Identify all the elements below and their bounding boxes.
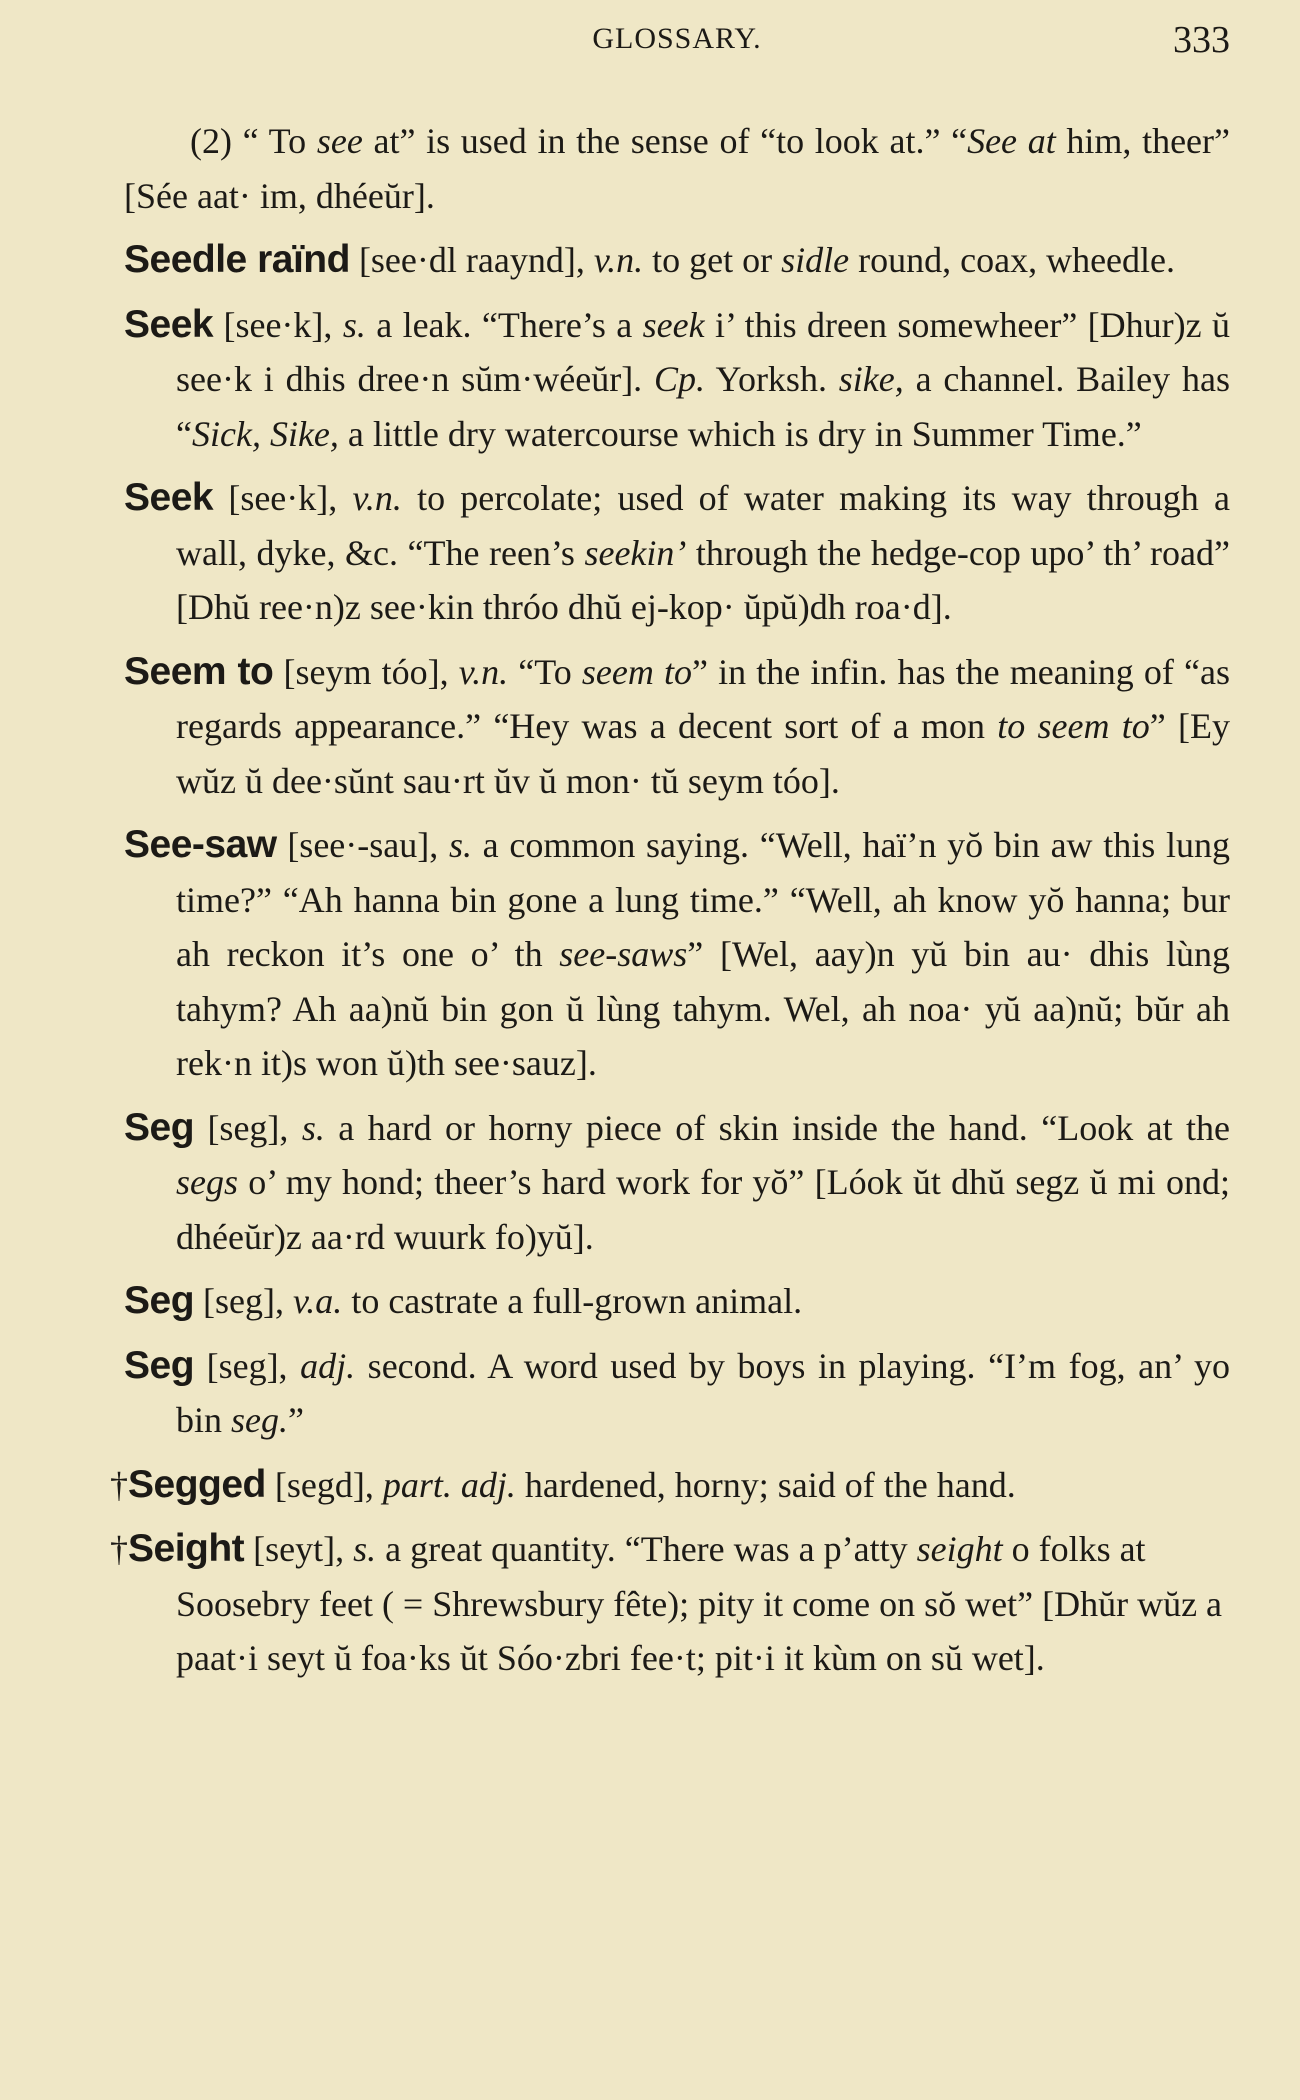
entry-text: o’ my hond; theer’s hard work for yŏ” [Lóok ŭt dhŭ segz ŭ mi ond; dhéeŭr)z aa·rd wuurk fo)yŭ]. (176, 1162, 1230, 1257)
italic-text: s. (301, 1107, 325, 1148)
entry-text: hardened, horny; said of the hand. (515, 1464, 1016, 1505)
glossary-entry-segged (110, 1458, 1230, 1513)
entry-text: a little dry watercourse which is dry in Summer Time.” (338, 413, 1142, 454)
entry-text: ” [Wel, aay)n yŭ bin au· dhis lùng tahym? Ah aa)nŭ bin gon ŭ lùng tahym. Wel, ah noa· yŭ aa)nŭ; bŭr ah rek·n it)s won ŭ)th see·sauz]. (176, 934, 1230, 1083)
entry-text: through the hedge-cop upo’ th’ road” [Dhŭ ree·n)z see·kin thróo dhŭ ej-kop· ŭpŭ)dh roa·d]. (176, 532, 1230, 627)
entry-text: ” (288, 1400, 304, 1440)
entry-text: [see·-sau], (276, 825, 449, 865)
entry-text: [segd], (265, 1464, 383, 1505)
italic-text: seight (916, 1529, 1003, 1569)
entry-text: a hard or horny piece of skin inside the hand. “Look at the (324, 1107, 1230, 1148)
entry-text: o folks at Soosebry feet ( = Shrewsbury fête); pity it come on sŏ wet” [Dhŭr wŭz a paat·i seyt ŭ foa·ks ŭt Sóo·zbri fee·t; pit·i it kùm on sŭ wet]. (176, 1529, 1223, 1678)
italic-text: segs (176, 1162, 238, 1202)
entry-text: second. A word used by boys in playing. “I’m fog, an’ yo bin (176, 1345, 1230, 1440)
glossary-entry-seg-adj (124, 1339, 1230, 1448)
italic-text: Sick, Sike, (191, 413, 339, 454)
entry-text: [see·dl raaynd], (349, 240, 594, 280)
entry-text: (2) “ To (190, 121, 317, 161)
glossary-entry-seg-verb (124, 1274, 1230, 1329)
headword: Seg (124, 1343, 195, 1387)
italic-text: adj. (300, 1345, 356, 1386)
headword: Segged (128, 1462, 266, 1506)
glossary-entry-seem-to (124, 645, 1230, 809)
headword: Seg (124, 1279, 195, 1322)
entry-text: [seg], (194, 1345, 301, 1386)
entry-text: a leak. “There’s a (365, 304, 643, 345)
entry-text: [seg], (194, 1107, 302, 1148)
glossary-entry-seek-leak (124, 298, 1230, 462)
entry-text: to get or (643, 240, 782, 280)
italic-text: see-saws (559, 934, 688, 974)
entry-text: “To (508, 651, 582, 692)
dagger-mark: † (110, 1529, 128, 1569)
italic-text: sidle (781, 240, 850, 280)
glossary-body (110, 114, 1231, 1686)
entry-text: a great quantity. “There was a p’atty (376, 1529, 917, 1569)
entry-text: [see·k], (213, 478, 353, 518)
entry-text: a channel. Bailey has “ (176, 359, 1230, 454)
italic-text: to seem to (997, 706, 1150, 746)
running-title: GLOSSARY. (592, 22, 762, 55)
entry-text: him, theer” [Sée aat· im, dhéeŭr]. (124, 121, 1231, 216)
headword: See-saw (124, 823, 277, 866)
italic-text: See at (967, 121, 1056, 161)
headword: Seedle raïnd (124, 238, 350, 281)
entry-text: to castrate a full-grown animal. (342, 1281, 803, 1321)
headword: Seem to (124, 649, 274, 693)
glossary-entry-seek-percolate (124, 471, 1230, 635)
italic-text: Cp. (654, 359, 706, 399)
entry-text: to percolate; used of water making its way through a wall, dyke, &c. “The reen’s (176, 478, 1230, 573)
italic-text: seekin’ (584, 532, 687, 573)
italic-text: part. adj. (382, 1464, 516, 1505)
italic-text: sike, (838, 359, 904, 399)
italic-text: v.a. (293, 1281, 343, 1321)
entry-text: Yorksh. (705, 359, 839, 399)
glossary-entry-see-saw (124, 818, 1230, 1091)
italic-text: s. (342, 304, 366, 345)
italic-text: s. (448, 825, 472, 865)
dagger-mark: † (110, 1464, 128, 1505)
entry-text: [see·k], (213, 304, 343, 345)
italic-text: s. (353, 1529, 377, 1569)
headword: Seek (124, 302, 214, 346)
entry-text: [seyt], (244, 1529, 354, 1569)
entry-text: round, coax, wheedle. (849, 240, 1176, 280)
italic-text: v.n. (593, 240, 644, 280)
italic-text: seek (642, 304, 705, 345)
headword: Seg (124, 1105, 195, 1149)
headword: Seek (124, 476, 214, 519)
entry-text: a common saying. “Well, haï’n yŏ bin aw this lung time?” “Ah hanna bin gone a lung time.” “Well, ah know yŏ hanna; bur ah reckon it’s one o’ th (176, 825, 1230, 974)
entry-text: [seym tóo], (273, 651, 459, 692)
page-header (124, 14, 1230, 74)
entry-text: i’ this dreen somewheer” [Dhur)z ŭ see·k i dhis dree·n sŭm·wéeŭr]. (176, 304, 1231, 399)
entry-text: [seg], (194, 1281, 293, 1321)
italic-text: seem to (581, 651, 692, 692)
entry-text: ” [Ey wŭz ŭ dee·sŭnt sau·rt ŭv ŭ mon· tŭ seym tóo]. (176, 706, 1230, 801)
page-number: 333 (1173, 19, 1230, 61)
italic-text: v.n. (352, 478, 402, 518)
glossary-entry-seg-noun (124, 1101, 1230, 1265)
italic-text: see (316, 121, 363, 161)
glossary-entry-see-sense-2 (124, 114, 1230, 223)
italic-text: v.n. (458, 651, 509, 692)
entry-text: ” in the infin. has the meaning of “as regards appearance.” “Hey was a decent sort of a mon (176, 651, 1231, 746)
italic-text: seg. (231, 1400, 289, 1440)
glossary-entry-seight (110, 1522, 1230, 1686)
entry-text: at” is used in the sense of “to look at.” “ (362, 121, 968, 161)
glossary-entry-seedle-raind (124, 233, 1230, 288)
headword: Seight (128, 1527, 245, 1570)
